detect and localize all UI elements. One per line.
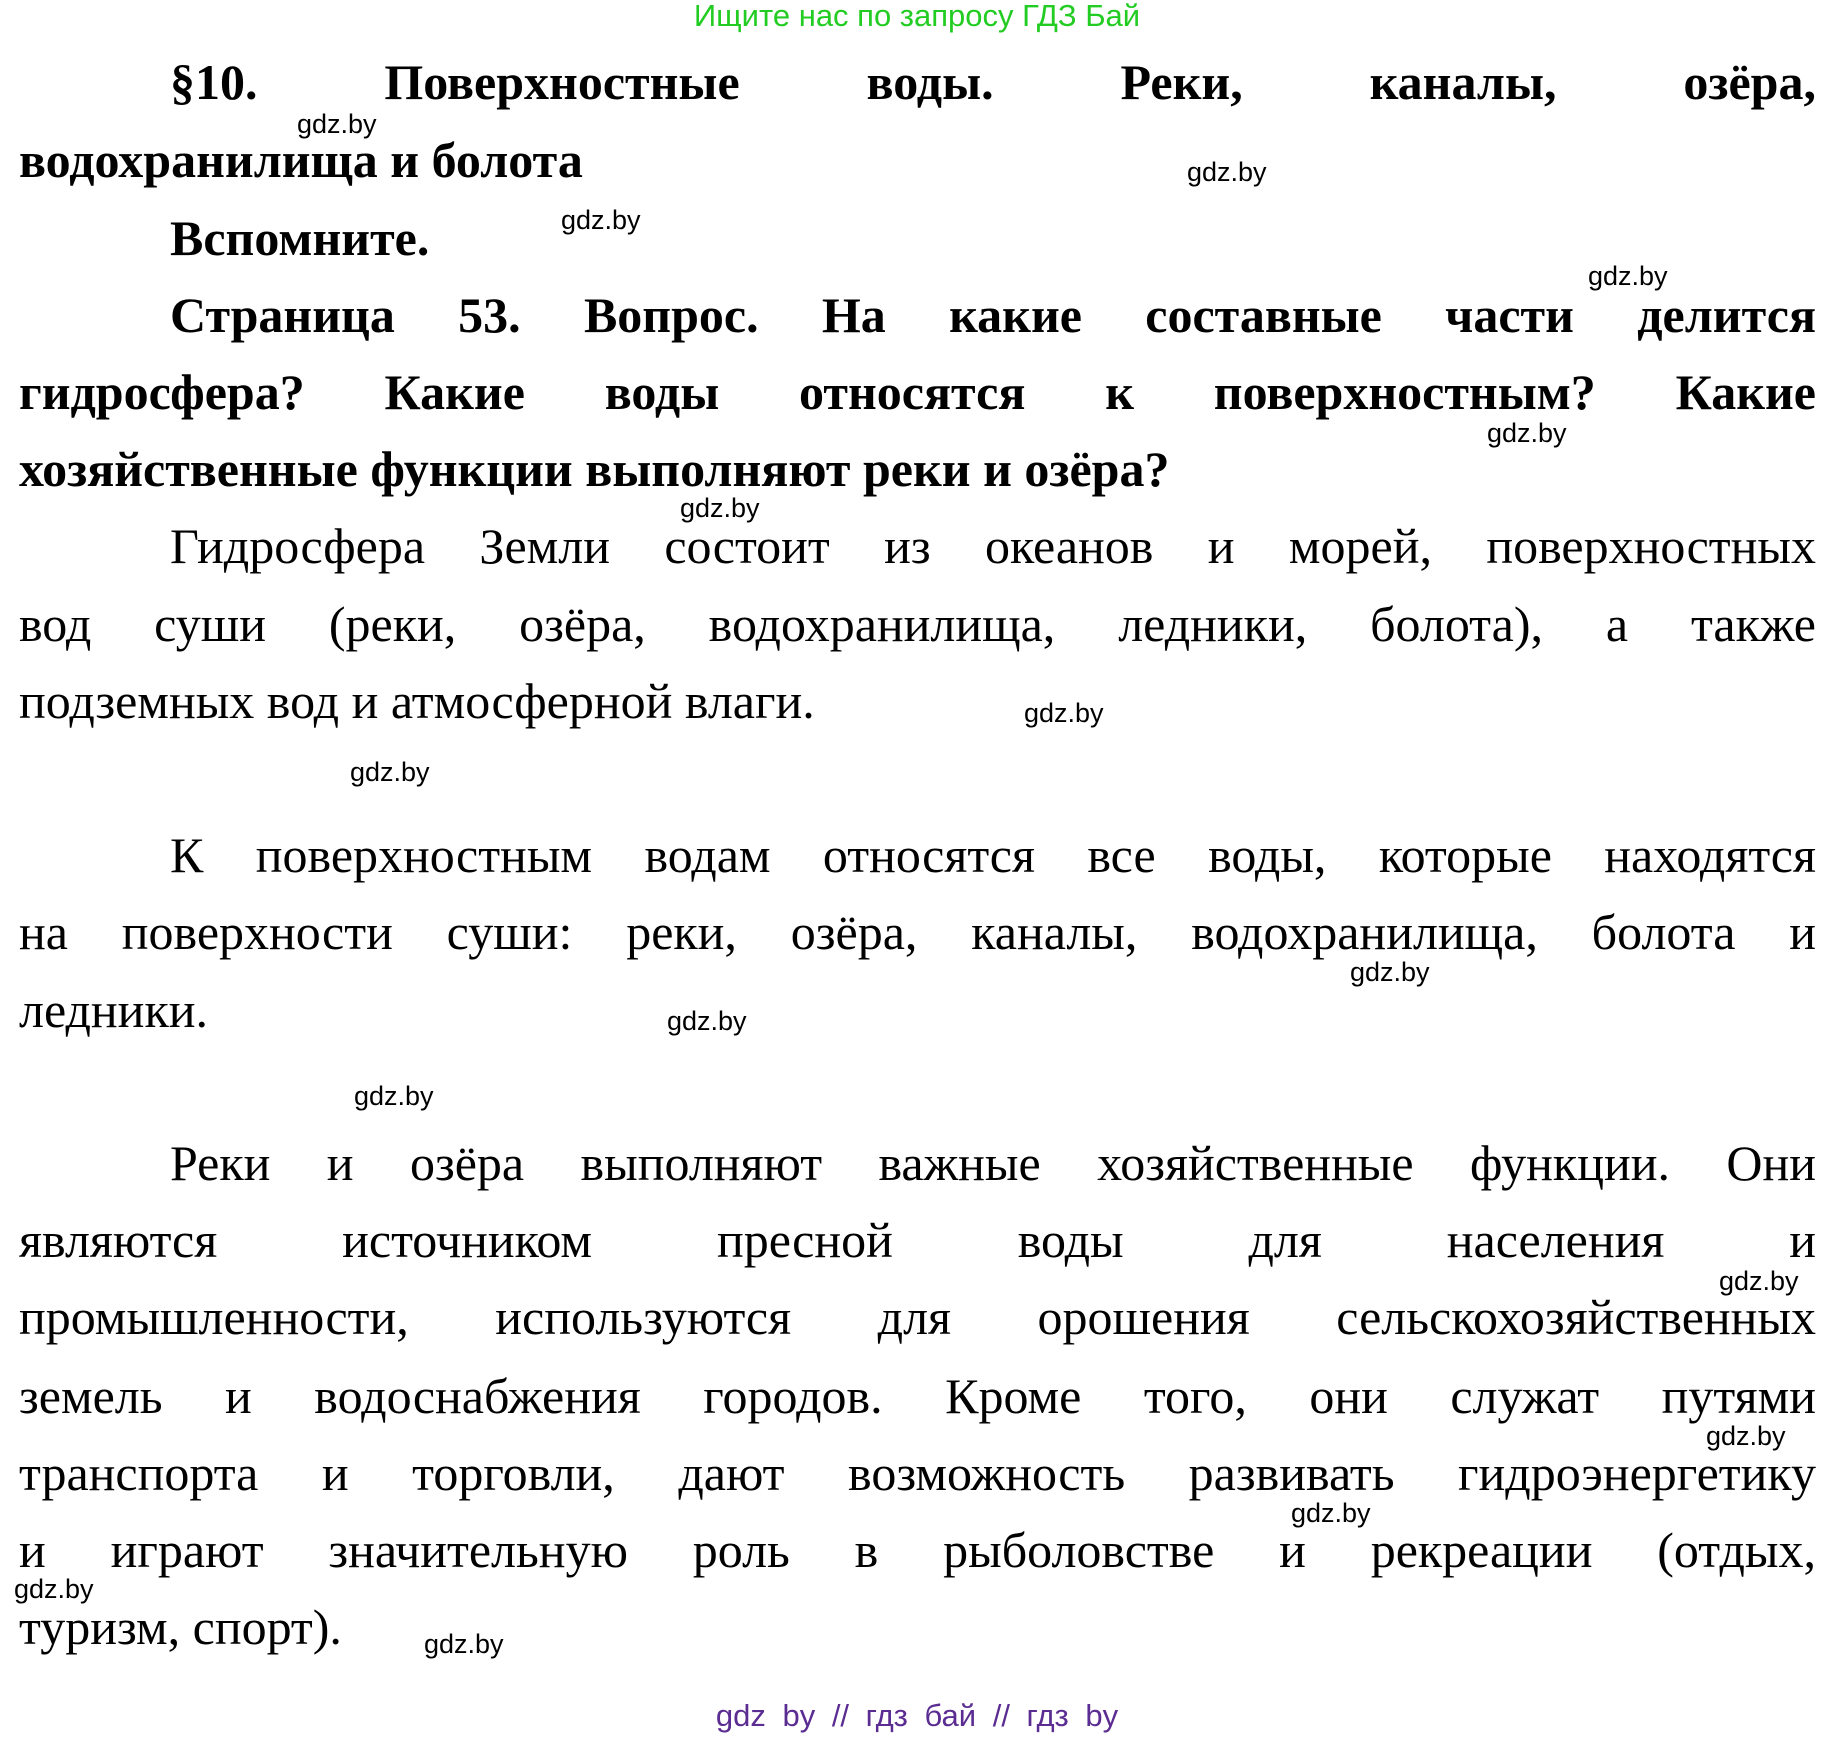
question-line-3: хозяйственные функции выполняют реки и озёра?: [19, 441, 1170, 497]
watermark: gdz.by: [1487, 418, 1567, 448]
search-hint-banner: Ищите нас по запросу ГДЗ Бай: [693, 0, 1141, 33]
answer-p3-line-4: земель и водоснабжения городов. Кроме того, они служат путями: [19, 1368, 1816, 1424]
answer-p1-line-1: Гидросфера Земли состоит из океанов и морей, поверхностных: [170, 518, 1816, 574]
answer-p1-line-2: вод суши (реки, озёра, водохранилища, ледники, болота), а также: [19, 596, 1816, 652]
watermark: gdz.by: [680, 493, 760, 523]
watermark: gdz.by: [1350, 957, 1430, 987]
watermark: gdz.by: [1291, 1498, 1371, 1528]
watermark: gdz.by: [561, 205, 641, 235]
watermark: gdz.by: [667, 1006, 747, 1036]
question-line-2: гидросфера? Какие воды относятся к поверхностным? Какие: [19, 364, 1816, 420]
answer-p3-line-2: являются источником пресной воды для населения и: [19, 1212, 1816, 1268]
watermark: gdz.by: [1588, 261, 1668, 291]
answer-p1-line-3: подземных вод и атмосферной влаги.: [19, 673, 815, 729]
answer-p2-line-1: К поверхностным водам относятся все воды, которые находятся: [170, 827, 1816, 883]
watermark: gdz.by: [1024, 698, 1104, 728]
watermark: gdz.by: [354, 1081, 434, 1111]
answer-p3-line-7: туризм, спорт).: [19, 1599, 342, 1655]
answer-p3-line-6: и играют значительную роль в рыболовстве и рекреации (отдых,: [19, 1522, 1816, 1578]
watermark: gdz.by: [1706, 1421, 1786, 1451]
answer-p2-line-2: на поверхности суши: реки, озёра, каналы, водохранилища, болота и: [19, 904, 1816, 960]
answer-p3-line-1: Реки и озёра выполняют важные хозяйственные функции. Они: [170, 1135, 1816, 1191]
section-title-line-1: §10. Поверхностные воды. Реки, каналы, озёра,: [170, 54, 1816, 110]
watermark: gdz.by: [350, 757, 430, 787]
watermark: gdz.by: [424, 1629, 504, 1659]
watermark: gdz.by: [297, 109, 377, 139]
footer-links: gdz by // гдз бай // гдз by: [715, 1698, 1119, 1733]
answer-p2-line-3: ледники.: [19, 982, 208, 1038]
watermark: gdz.by: [14, 1574, 94, 1604]
recall-heading: Вспомните.: [170, 210, 430, 266]
watermark: gdz.by: [1719, 1266, 1799, 1296]
section-title-line-2: водохранилища и болота: [19, 132, 583, 188]
question-line-1: Страница 53. Вопрос. На какие составные части делится: [170, 287, 1816, 343]
answer-p3-line-5: транспорта и торговли, дают возможность развивать гидроэнергетику: [19, 1445, 1816, 1501]
watermark: gdz.by: [1187, 157, 1267, 187]
answer-p3-line-3: промышленности, используются для орошения сельскохозяйственных: [19, 1289, 1816, 1345]
